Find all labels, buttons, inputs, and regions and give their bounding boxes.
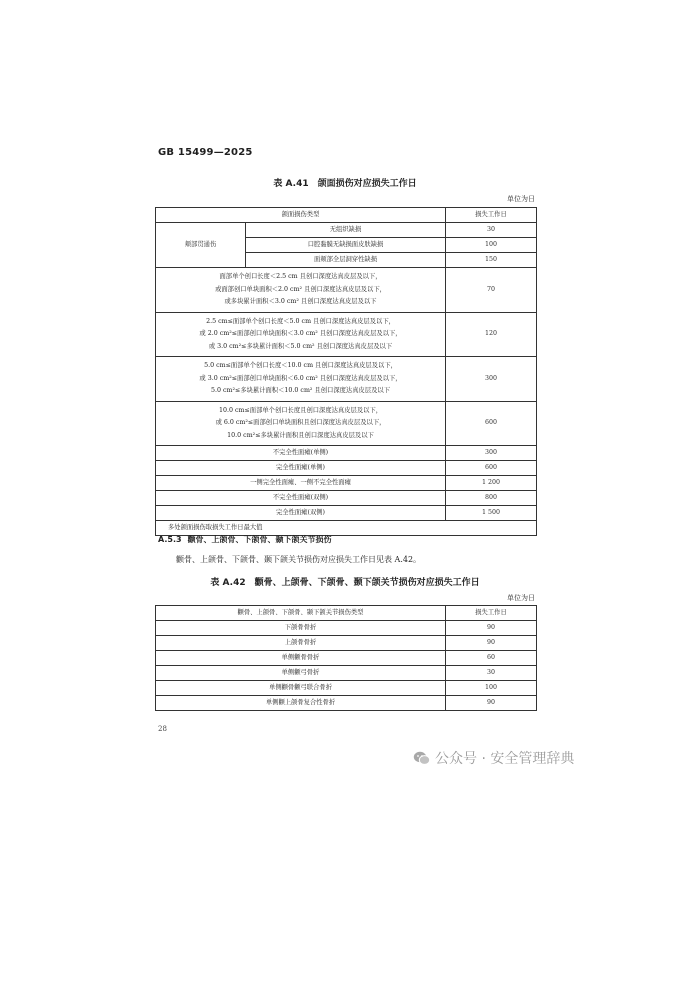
table-row <box>156 651 537 666</box>
row-days: 120 <box>446 312 537 357</box>
criterion-line: 2.5 cm≤面部单个创口长度＜5.0 cm 且创口深度达真皮层及以下， <box>206 317 395 325</box>
row-type <box>156 268 446 313</box>
criterion-line: 10.0 cm≤面部单个创口长度且创口深度达真皮层及以下， <box>218 406 383 414</box>
table-header-row <box>156 606 537 621</box>
section-heading <box>158 534 332 545</box>
row-type <box>156 312 446 357</box>
row-type: 不完全性面瘫(单侧) <box>156 446 446 461</box>
row-type: 完全性面瘫(双侧) <box>156 506 446 521</box>
criterion-line: 10.0 cm²≤多块累计面积且创口深度达真皮层及以下 <box>227 431 374 439</box>
group-label: 颊部贯通伤 <box>156 223 246 268</box>
row-days: 300 <box>446 446 537 461</box>
table-row <box>156 446 537 461</box>
row-type: 单侧颧骨颧弓联合骨折 <box>156 681 446 696</box>
header-days: 损失工作日 <box>446 606 537 621</box>
row-days: 150 <box>446 253 537 268</box>
criterion-line: 或多块累计面积＜3.0 cm² 且创口深度达真皮层及以下 <box>224 298 377 305</box>
table-row <box>156 696 537 711</box>
table-header-row <box>156 208 537 223</box>
header-days: 损失工作日 <box>446 208 537 223</box>
table-row <box>156 491 537 506</box>
row-days: 70 <box>446 268 537 313</box>
row-days: 300 <box>446 357 537 402</box>
criterion-line: 或 6.0 cm²≤面部创口单块面积且创口深度达真皮层及以下， <box>215 419 386 426</box>
row-type <box>156 401 446 446</box>
wechat-icon <box>413 751 431 766</box>
table-41-caption: 表 A.41 颌面损伤对应损失工作日 <box>273 179 417 189</box>
table-row <box>156 223 537 238</box>
criterion-line: 面部单个创口长度＜2.5 cm 且创口深度达真皮层及以下， <box>219 273 382 280</box>
table-row <box>156 636 537 651</box>
row-days: 30 <box>446 666 537 681</box>
table-row <box>156 461 537 476</box>
table-row <box>156 268 537 313</box>
row-type: 单侧颧骨骨折 <box>156 651 446 666</box>
criterion-line: 或面部创口单块面积＜2.0 cm² 且创口深度达真皮层及以下， <box>215 285 386 293</box>
row-type: 不完全性面瘫(双侧) <box>156 491 446 506</box>
table-row <box>156 621 537 636</box>
row-days: 30 <box>446 223 537 238</box>
criterion-line: 或 3.0 cm²≤面部创口单块面积＜6.0 cm² 且创口深度达真皮层及以下， <box>199 374 402 382</box>
row-type: 口腔黏膜无缺损面皮肤缺损 <box>246 238 446 253</box>
row-type: 上颌骨骨折 <box>156 636 446 651</box>
table-row <box>156 312 537 357</box>
section-paragraph: 颧骨、上颌骨、下颌骨、颞下颌关节损伤对应损失工作日见表 A.42。 <box>176 555 422 564</box>
table-42-unit: 单位为日 <box>507 594 535 602</box>
row-days: 800 <box>446 491 537 506</box>
table-row <box>156 476 537 491</box>
standard-code: GB 15499—2025 <box>158 147 253 158</box>
section-number: A.5.3 <box>158 535 182 544</box>
row-type: 面颊部全层洞穿性缺损 <box>246 253 446 268</box>
row-type <box>156 357 446 402</box>
row-days: 1 500 <box>446 506 537 521</box>
table-row <box>156 681 537 696</box>
row-days: 600 <box>446 401 537 446</box>
table-row <box>156 666 537 681</box>
table-42 <box>155 605 537 711</box>
page-number: 28 <box>158 725 167 733</box>
criterion-line: 5.0 cm²≤多块累计面积＜10.0 cm² 且创口深度达真皮层及以下 <box>211 387 390 394</box>
row-days: 90 <box>446 696 537 711</box>
criterion-line: 或 2.0 cm²≤面部创口单块面积＜3.0 cm² 且创口深度达真皮层及以下， <box>199 330 402 337</box>
table-row <box>156 357 537 402</box>
criterion-line: 或 3.0 cm²≤多块累计面积＜5.0 cm² 且创口深度达真皮层及以下 <box>208 342 393 350</box>
row-type: 单侧颧上颌骨复合性骨折 <box>156 696 446 711</box>
watermark-text: 公众号 · 安全管理辞典 <box>435 751 575 767</box>
table-41-unit: 单位为日 <box>507 195 535 203</box>
header-type: 颌面损伤类型 <box>156 208 446 223</box>
table-row <box>156 506 537 521</box>
row-days: 60 <box>446 651 537 666</box>
watermark <box>413 748 574 768</box>
row-type: 一侧完全性面瘫、一侧不完全性面瘫 <box>156 476 446 491</box>
row-type: 完全性面瘫(单侧) <box>156 461 446 476</box>
row-type: 下颌骨骨折 <box>156 621 446 636</box>
row-type: 单侧颧弓骨折 <box>156 666 446 681</box>
table-row <box>156 401 537 446</box>
row-days: 1 200 <box>446 476 537 491</box>
criterion-line: 5.0 cm≤面部单个创口长度＜10.0 cm 且创口深度达真皮层及以下， <box>204 362 397 369</box>
row-days: 600 <box>446 461 537 476</box>
section-title: 颧骨、上颌骨、下颌骨、颞下颌关节损伤 <box>187 535 332 544</box>
table-41 <box>155 207 537 536</box>
row-days: 100 <box>446 238 537 253</box>
row-days: 100 <box>446 681 537 696</box>
table-42-caption: 表 A.42 颧骨、上颌骨、下颌骨、颞下颌关节损伤对应损失工作日 <box>210 578 480 588</box>
row-days: 90 <box>446 636 537 651</box>
table-footer-note: 多处颌面损伤取损失工作日最大值 <box>156 521 537 536</box>
header-type: 颧骨、上颌骨、下颌骨、颞下颌关节损伤类型 <box>156 606 446 621</box>
row-days: 90 <box>446 621 537 636</box>
row-type: 无组织缺损 <box>246 223 446 238</box>
